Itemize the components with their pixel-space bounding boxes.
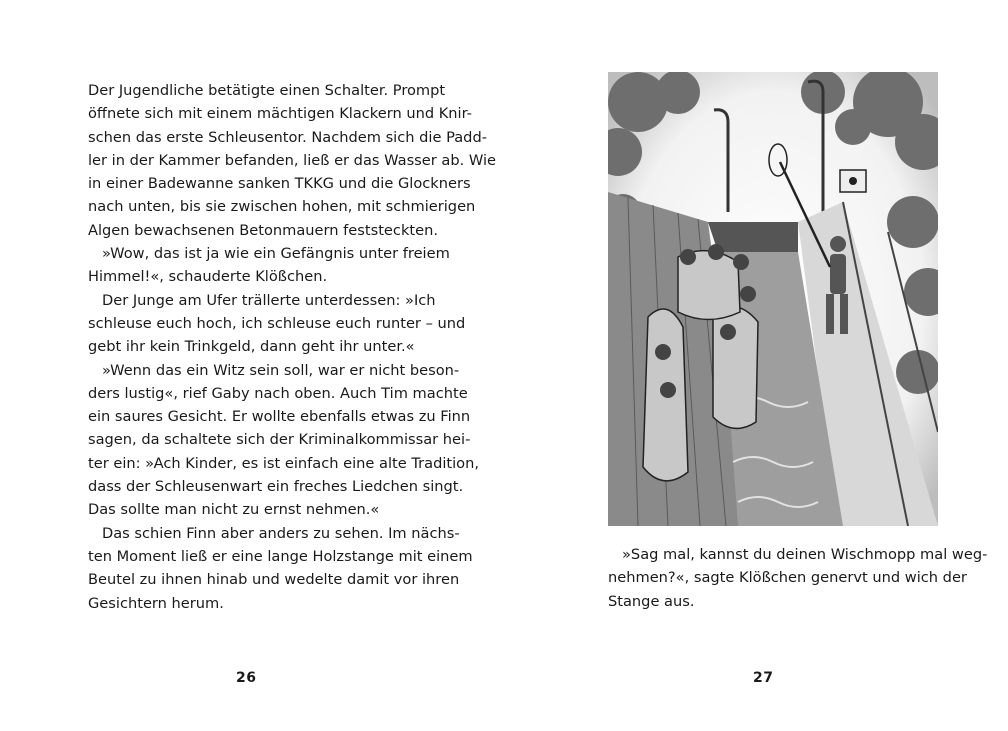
text-line: nehmen?«, sagte Klößchen genervt und wich der xyxy=(608,569,967,587)
text-line: gebt ihr kein Trinkgeld, dann geht ihr unter.« xyxy=(88,338,415,356)
text-line: schleuse euch hoch, ich schleuse euch runter – und xyxy=(88,314,466,332)
text-line: Das schien Finn aber anders zu sehen. Im nächs- xyxy=(102,524,460,542)
text-line: Algen bewachsenen Betonmauern feststeckten. xyxy=(88,221,438,239)
text-line: ler in der Kammer befanden, ließ er das Wasser ab. Wie xyxy=(88,151,497,169)
page-number: 27 xyxy=(753,670,774,686)
text-line: »Sag mal, kannst du deinen Wischmopp mal weg- xyxy=(622,546,988,563)
text-line: ein saures Gesicht. Er wollte ebenfalls etwas zu Finn xyxy=(88,408,471,426)
right-page xyxy=(504,0,1008,731)
text-line: Das sollte man nicht zu ernst nehmen.« xyxy=(88,501,380,519)
text-line: »Wow, das ist ja wie ein Gefängnis unter freiem xyxy=(102,245,450,263)
text-line: Der Jugendliche betätigte einen Schalter. Prompt xyxy=(88,82,446,99)
text-line: öffnete sich mit einem mächtigen Klackern und Knir- xyxy=(88,105,472,123)
text-line: Gesichtern herum. xyxy=(88,594,224,612)
text-line: in einer Badewanne sanken TKKG und die Glockners xyxy=(88,175,471,193)
text-line: schen das erste Schleusentor. Nachdem sich die Padd- xyxy=(88,128,487,146)
left-page-text xyxy=(88,79,497,615)
text-line: nach unten, bis sie zwischen hohen, mit schmierigen xyxy=(88,198,476,216)
text-line: Beutel zu ihnen hinab und wedelte damit vor ihren xyxy=(88,571,460,589)
text-line: Der Junge am Ufer trällerte unterdessen: »Ich xyxy=(102,291,436,309)
text-line: ten Moment ließ er eine lange Holzstange mit einem xyxy=(88,547,473,565)
illustration xyxy=(608,72,938,526)
text-line: sagen, da schaltete sich der Kriminalkommissar hei- xyxy=(88,431,471,449)
text-line: ders lustig«, rief Gaby nach oben. Auch Tim machte xyxy=(88,384,468,402)
page-number: 26 xyxy=(236,670,257,686)
text-line: Stange aus. xyxy=(608,592,695,610)
text-line: Himmel!«, schauderte Klößchen. xyxy=(88,268,328,286)
text-line: ter ein: »Ach Kinder, es ist einfach eine alte Tradition, xyxy=(88,454,479,472)
text-line: »Wenn das ein Witz sein soll, war er nicht beson- xyxy=(102,361,460,379)
text-line: dass der Schleusenwart ein freches Liedchen singt. xyxy=(88,478,464,496)
right-page-text xyxy=(608,543,988,613)
